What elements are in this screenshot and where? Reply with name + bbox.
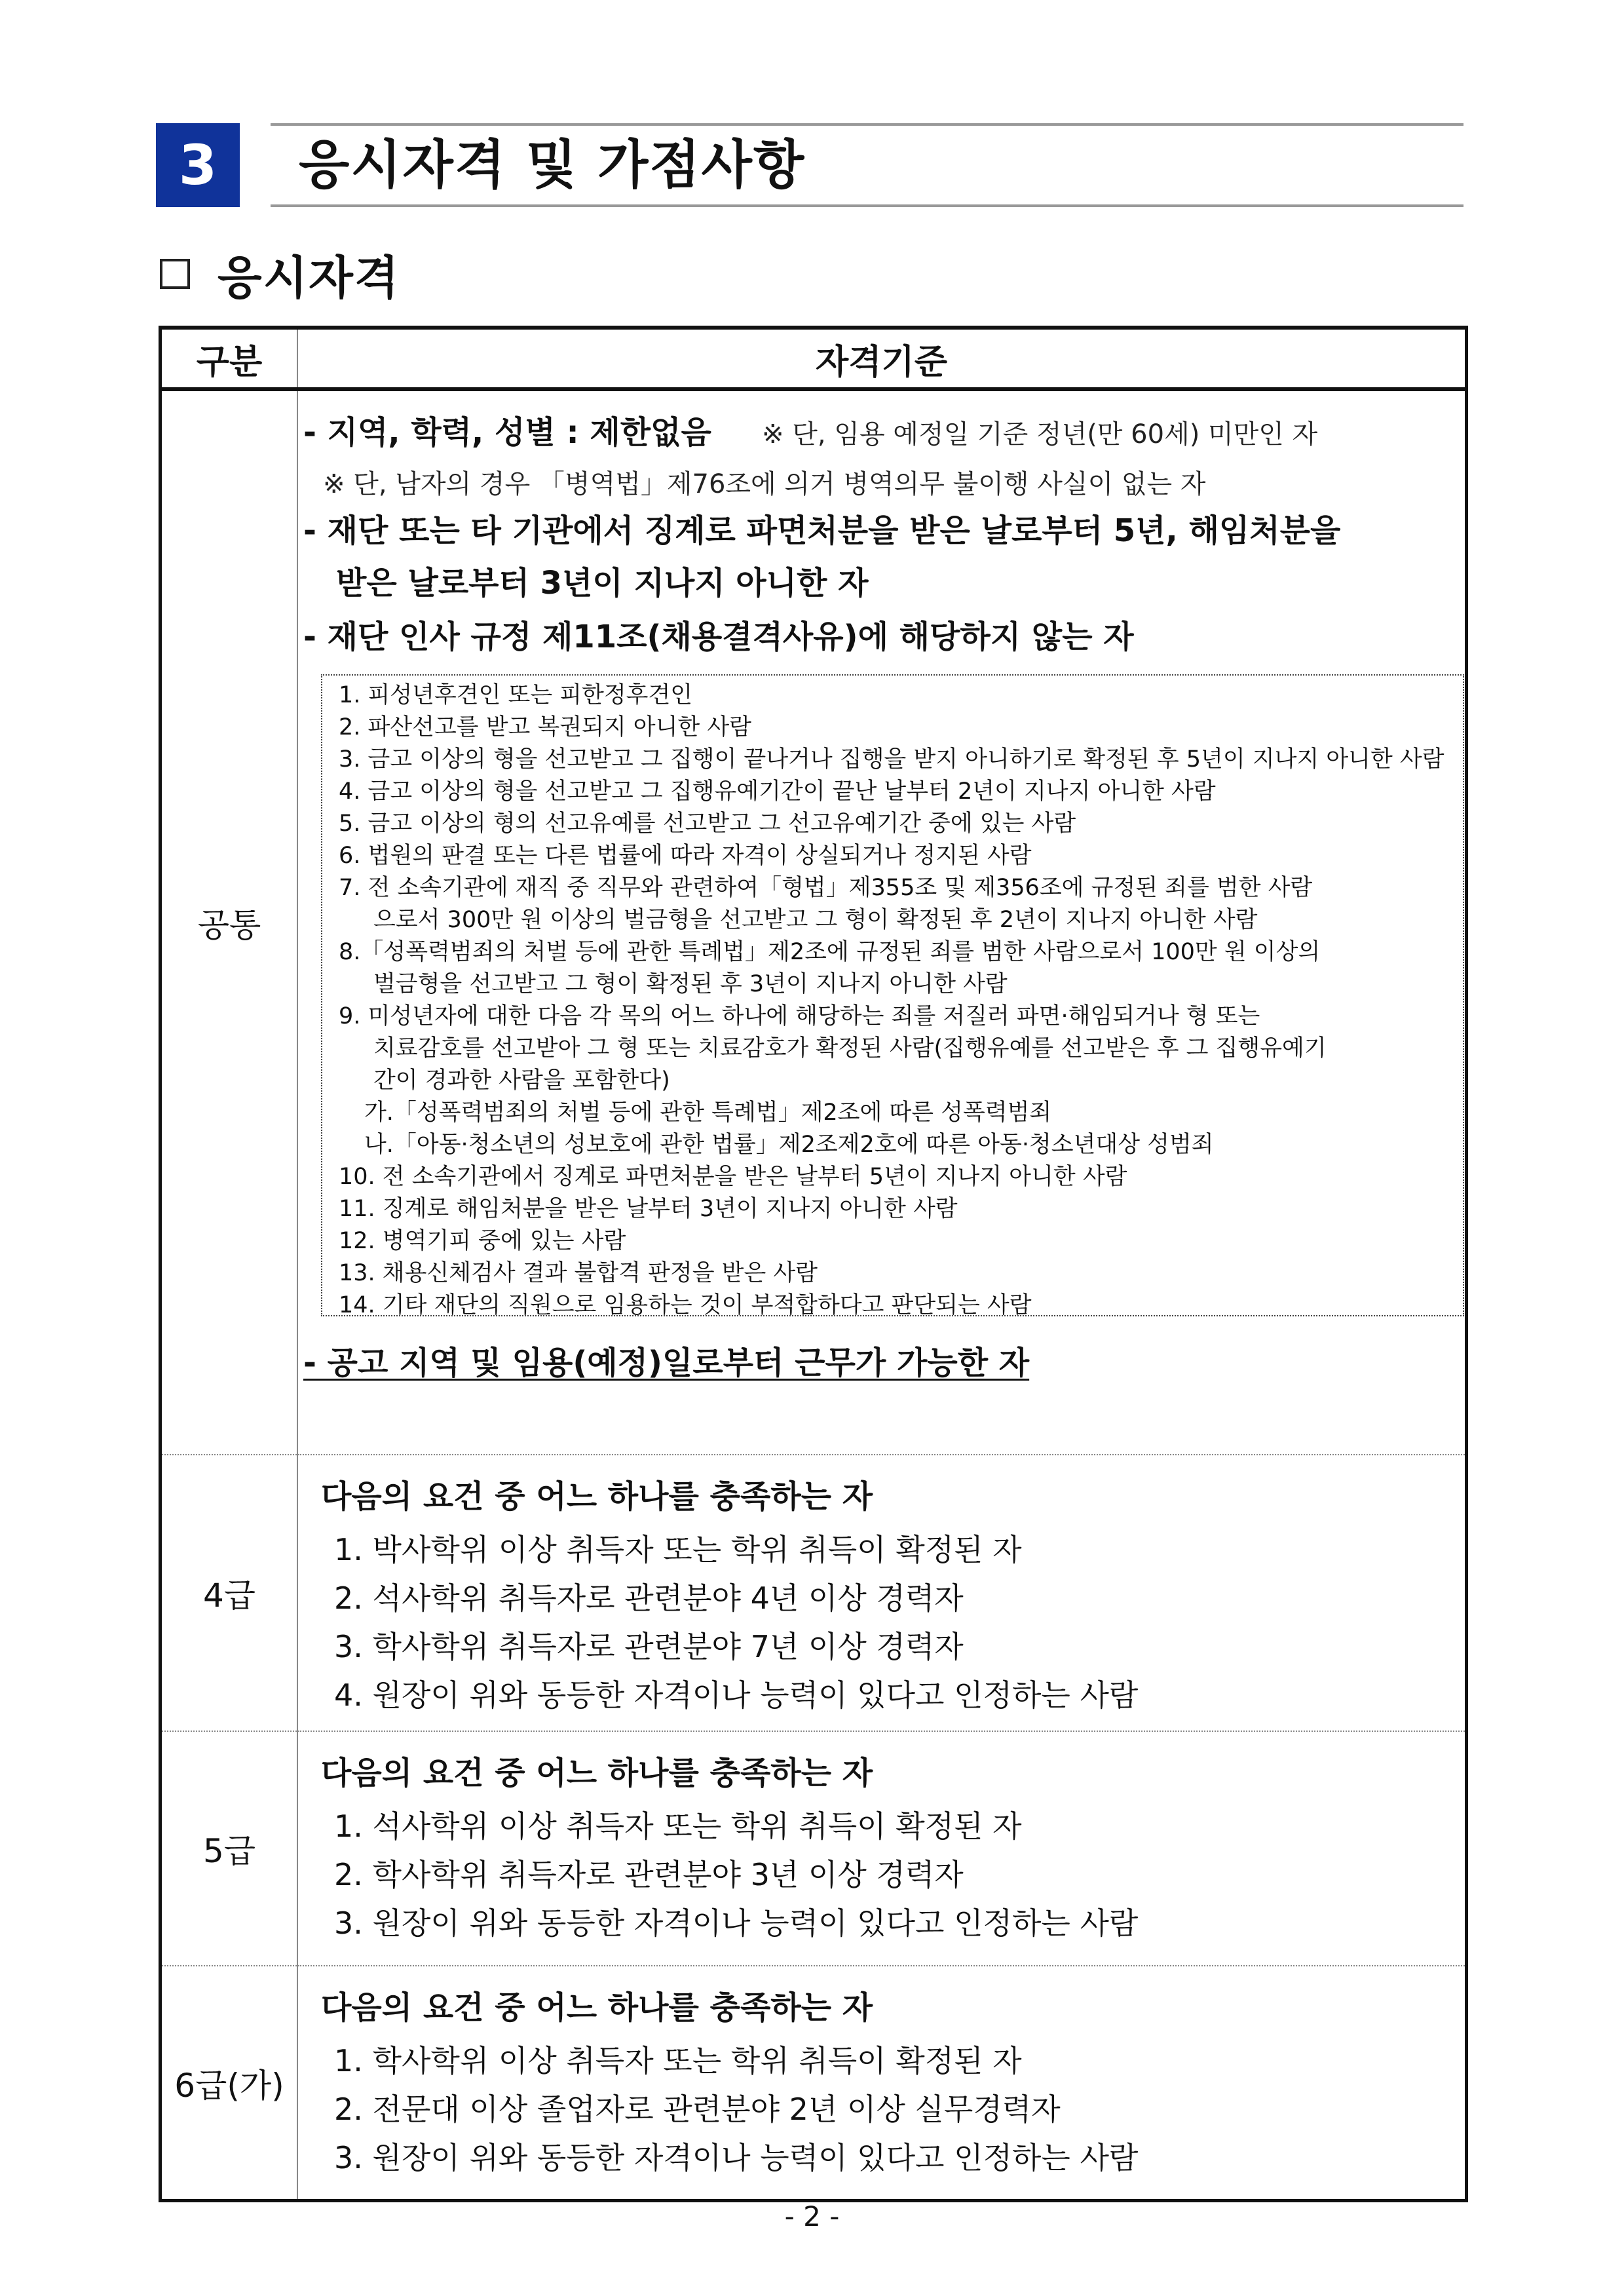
common-line-availability: - 공고 지역 및 임용(예정)일로부터 근무가 가능한 자 [303,1345,1030,1381]
common-line-discipline-a: - 재단 또는 타 기관에서 징계로 파면처분을 받은 날로부터 5년, 해임처분을 [303,512,1341,549]
list-item: 가.「성폭력범죄의 처벌 등에 관한 특례법」제2조에 따른 성폭력범죄 [364,1100,1052,1126]
list-item: 1. 박사학위 이상 취득자 또는 학위 취득이 확정된 자 [334,1532,1022,1567]
list-item: 3. 학사학위 취득자로 관련분야 7년 이상 경력자 [334,1629,964,1664]
header-category: 구분 [161,328,298,389]
common-line-restrictions: - 지역, 학력, 성별 : 제한없음 [303,414,711,451]
criteria-grade4 [297,1455,1467,1731]
list-item: 3. 원장이 위와 동등한 자격이나 능력이 있다고 인정하는 사람 [334,1905,1139,1941]
list-item: 4. 원장이 위와 동등한 자격이나 능력이 있다고 인정하는 사람 [334,1677,1139,1713]
grade5-intro: 다음의 요건 중 어느 하나를 충족하는 자 [321,1755,873,1791]
list-item: 2. 파산선고를 받고 복권되지 아니한 사람 [339,714,751,740]
section-rule-top [271,123,1463,126]
category-grade6: 6급(가) [161,1966,298,2201]
list-item: 간이 경과한 사람을 포함한다) [373,1067,670,1094]
criteria-grade6 [297,1966,1467,2201]
list-item: 9. 미성년자에 대한 다음 각 목의 어느 하나에 해당하는 죄를 저질러 파면·해임되거나 형 또는 [339,1003,1260,1029]
section-rule-bottom [271,204,1463,207]
table-row-grade5 [161,1731,1467,1966]
list-item: 5. 금고 이상의 형의 선고유예를 선고받고 그 선고유예기간 중에 있는 사람 [339,811,1076,837]
list-item: 13. 채용신체검사 결과 불합격 판정을 받은 사람 [339,1260,818,1286]
section-header [156,123,1463,208]
list-item: 7. 전 소속기관에 재직 중 직무와 관련하여「형법」제355조 및 제356조에 규정된 죄를 범한 사람 [339,875,1313,901]
list-item: 3. 원장이 위와 동등한 자격이나 능력이 있다고 인정하는 사람 [334,2140,1139,2175]
common-line-discipline-b: 받은 날로부터 3년이 지나지 아니한 자 [336,565,869,602]
header-criteria: 자격기준 [297,328,1467,389]
subheading-text: 응시자격 [217,250,400,305]
criteria-grade5 [297,1731,1467,1966]
grade6-intro: 다음의 요건 중 어느 하나를 충족하는 자 [321,1989,873,2026]
table-row-grade6 [161,1966,1467,2201]
list-item: 8.「성폭력범죄의 처벌 등에 관한 특례법」제2조에 규정된 죄를 범한 사람으로서 100만 원 이상의 [339,939,1321,965]
subheading [160,244,400,304]
checkbox-square-icon [160,259,190,289]
table-row-common [161,389,1467,1455]
list-item: 6. 법원의 판결 또는 다른 법률에 따라 자격이 상실되거나 정지된 사람 [339,843,1032,869]
common-line-regulation: - 재단 인사 규정 제11조(채용결격사유)에 해당하지 않는 자 [303,619,1134,655]
common-note-age: ※ 단, 임용 예정일 기준 정년(만 60세) 미만인 자 [762,419,1318,450]
list-item: 벌금형을 선고받고 그 형이 확정된 후 3년이 지나지 아니한 사람 [373,971,1008,997]
list-item: 10. 전 소속기관에서 징계로 파면처분을 받은 날부터 5년이 지나지 아니한 사람 [339,1164,1127,1190]
page-number: - 2 - [784,2200,840,2232]
category-common: 공통 [161,389,298,1455]
list-item: 2. 학사학위 취득자로 관련분야 3년 이상 경력자 [334,1857,964,1892]
list-item: 1. 석사학위 이상 취득자 또는 학위 취득이 확정된 자 [334,1808,1022,1844]
list-item: 2. 석사학위 취득자로 관련분야 4년 이상 경력자 [334,1580,964,1616]
list-item: 14. 기타 재단의 직원으로 임용하는 것이 부적합하다고 판단되는 사람 [339,1292,1032,1318]
grade4-intro: 다음의 요건 중 어느 하나를 충족하는 자 [321,1478,873,1515]
section-number-badge: 3 [156,123,240,207]
list-item: 나.「아동·청소년의 성보호에 관한 법률」제2조제2호에 따른 아동·청소년대상 성범죄 [364,1132,1214,1158]
disqualification-box [321,674,1464,1316]
qualification-table [159,326,1468,2202]
list-item: 1. 학사학위 이상 취득자 또는 학위 취득이 확정된 자 [334,2043,1022,2078]
list-item: 치료감호를 선고받아 그 형 또는 치료감호가 확정된 사람(집행유예를 선고받은 후 그 집행유예기 [373,1035,1327,1062]
table-header-row [161,328,1467,389]
criteria-common [297,389,1467,1455]
list-item: 으로서 300만 원 이상의 벌금형을 선고받고 그 형이 확정된 후 2년이 지나지 아니한 사람 [373,907,1258,933]
list-item: 12. 병역기피 중에 있는 사람 [339,1228,626,1254]
common-note-military: ※ 단, 남자의 경우 「병역법」제76조에 의거 병역의무 불이행 사실이 없는 자 [323,469,1206,499]
list-item: 11. 징계로 해임처분을 받은 날부터 3년이 지나지 아니한 사람 [339,1196,958,1222]
list-item: 3. 금고 이상의 형을 선고받고 그 집행이 끝나거나 집행을 받지 아니하기로 확정된 후 5년이 지나지 아니한 사람 [339,746,1445,773]
category-grade5: 5급 [161,1731,298,1966]
list-item: 2. 전문대 이상 졸업자로 관련분야 2년 이상 실무경력자 [334,2092,1061,2127]
table-row-grade4 [161,1455,1467,1731]
section-title: 응시자격 및 가점사항 [299,134,806,195]
category-grade4: 4급 [161,1455,298,1731]
list-item: 4. 금고 이상의 형을 선고받고 그 집행유예기간이 끝난 날부터 2년이 지나지 아니한 사람 [339,778,1216,805]
list-item: 1. 피성년후견인 또는 피한정후견인 [339,682,693,708]
